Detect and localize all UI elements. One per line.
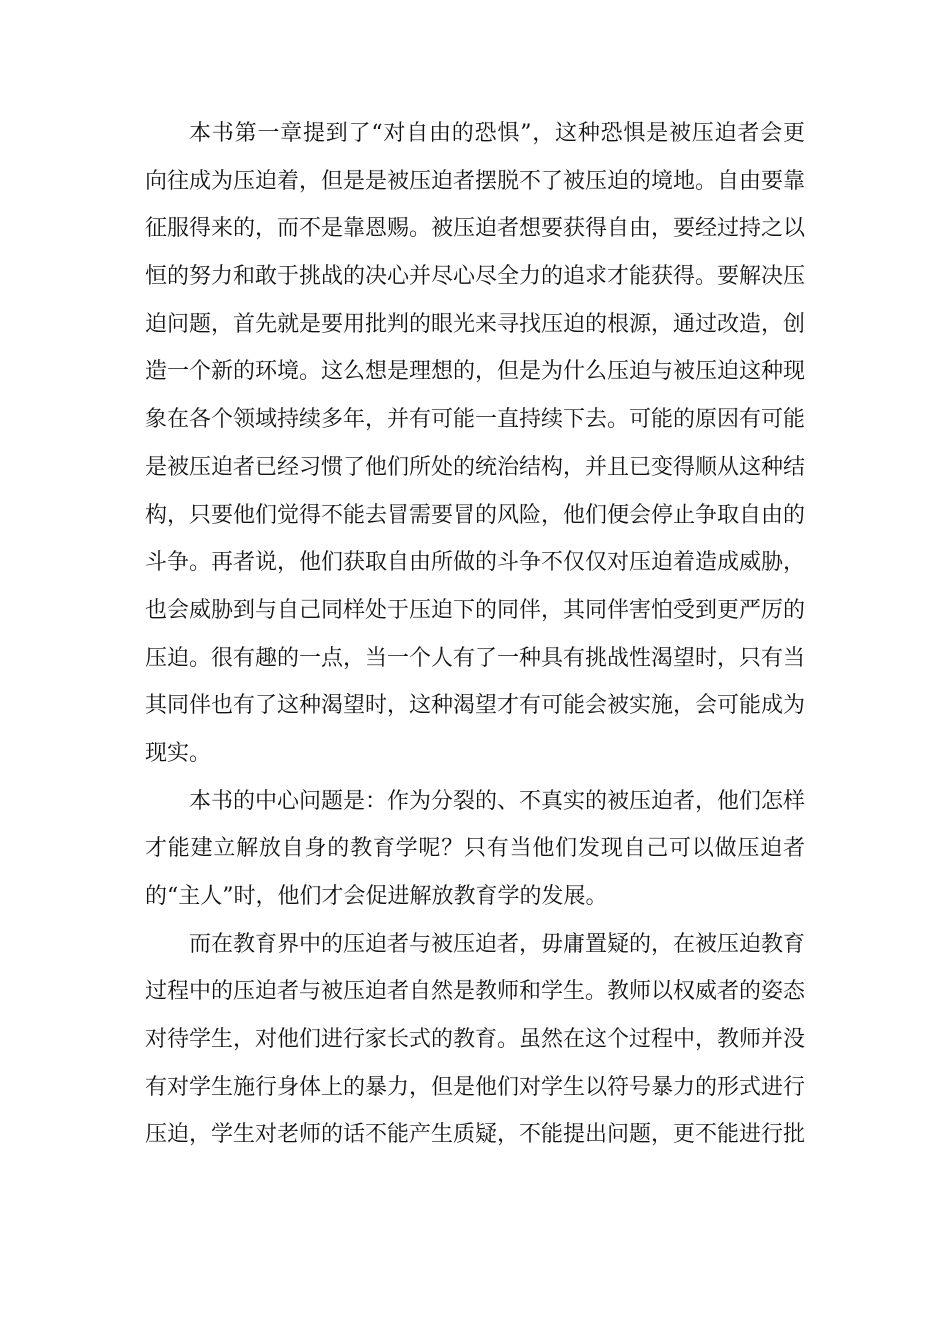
paragraph-1-line-8: 是被压迫者已经习惯了他们所处的统治结构，并且已变得顺从这种结 (145, 454, 806, 480)
body-text (145, 110, 805, 1159)
paragraph-1-line-10: 斗争。再者说，他们获取自由所做的斗争不仅仅对压迫着造成威胁， (145, 550, 806, 576)
paragraph-1-line-6: 造一个新的环境。这么想是理想的，但是为什么压迫与被压迫这种现 (145, 359, 806, 385)
paragraph-1-line-4: 恒的努力和敢于挑战的决心并尽心尽全力的追求才能获得。要解决压 (145, 264, 806, 290)
paragraph-1-line-9: 构，只要他们觉得不能去冒需要冒的风险，他们便会停止争取自由的 (145, 502, 806, 528)
paragraph-3-line-2: 过程中的压迫者与被压迫者自然是教师和学生。教师以权威者的姿态 (145, 979, 806, 1005)
paragraph-1-line-1: 本书第一章提到了“对自由的恐惧”，这种恐惧是被压迫者会更 (189, 121, 805, 146)
paragraph-1-line-3: 征服得来的，而不是靠恩赐。被压迫者想要获得自由，要经过持之以 (145, 216, 806, 242)
paragraph-3-line-3: 对待学生，对他们进行家长式的教育。虽然在这个过程中，教师并没 (145, 1027, 806, 1053)
paragraph-1-line-7: 象在各个领域持续多年，并有可能一直持续下去。可能的原因有可能 (145, 407, 806, 433)
paragraph-2-line-2: 才能建立解放自身的教育学呢？只有当他们发现自己可以做压迫者 (145, 836, 805, 862)
paragraph-3-line-4: 有对学生施行身体上的暴力，但是他们对学生以符号暴力的形式进行 (145, 1074, 806, 1100)
paragraph-1-line-12: 压迫。很有趣的一点，当一个人有了一种具有挑战性渴望时，只有当 (145, 645, 806, 671)
paragraph-1-line-13: 其同伴也有了这种渴望时，这种渴望才有可能会被实施，会可能成为 (145, 693, 806, 719)
paragraph-1-line-14: 现实。 (145, 740, 212, 766)
paragraph-1-line-11: 也会威胁到与自己同样处于压迫下的同伴，其同伴害怕受到更严厉的 (145, 597, 806, 623)
paragraph-3-line-5: 压迫，学生对老师的话不能产生质疑，不能提出问题，更不能进行批 (145, 1122, 806, 1148)
paragraph-2-line-3: 的“主人”时，他们才会促进解放教育学的发展。 (145, 884, 608, 909)
paragraph-1-line-2: 向往成为压迫着，但是是被压迫者摆脱不了被压迫的境地。自由要靠 (145, 168, 806, 194)
paragraph-1-line-5: 迫问题，首先就是要用批判的眼光来寻找压迫的根源，通过改造，创 (145, 311, 806, 337)
paragraph-2-line-1: 本书的中心问题是：作为分裂的、不真实的被压迫者，他们怎样 (189, 788, 806, 814)
paragraph-3-line-1: 而在教育界中的压迫者与被压迫者，毋庸置疑的，在被压迫教育 (189, 931, 806, 957)
